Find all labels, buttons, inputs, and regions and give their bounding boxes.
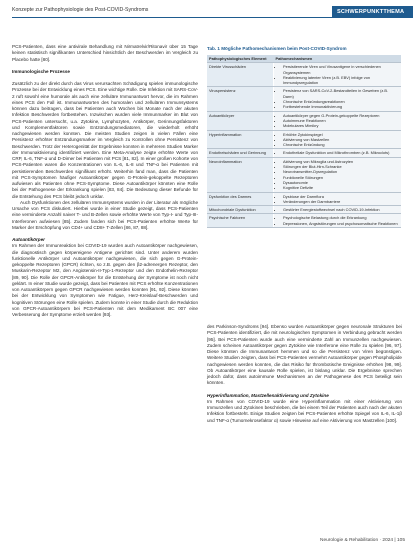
row-label: Mitochondriale Dysfunktion [207, 206, 274, 214]
table-row [207, 157, 401, 192]
row-label: Direkte Virusschäden [207, 63, 274, 87]
paragraph: des Parkinson-Syndroms [94]. Ebenso wurden Autoantikörper gegen neuronale Strukturen bei PCS-Patienten identifiziert, die mit neurologischen Symptomen in Verbindung gebracht werden [95]. Bei PCS-Patienten wurde auch eine verminderte Zahl an Immunzellen nachgewiesen. Zudem scheinen Autoantikörper gegen Zytokine wie Interferone eine Rolle zu spielen [96, 97]. Diese könnten die Immunantwort hemmen und so die Persistenz von Viren begünstigen. Weitere Studien zeigten, dass bei PCS-Patienten vermehrt Autoantikörper gegen Phospholipide nachgewiesen werden konnten, die das Risiko für thrombotische Ereignisse erhöhen [98, 99]. Ob Autoantikörper eine kausale Rolle spielen, ist bislang unklar. Die Ergebnisse sprechen jedoch dafür, dass autoimmune Mechanismen an der Pathogenese des PCS beteiligt sein könnten. [207, 324, 402, 386]
table-row [207, 63, 401, 87]
table-row [207, 149, 401, 157]
list-item: • Neurotransmitter-Dysregulation [283, 169, 399, 174]
list-item: • Funktionelle Störungen [283, 175, 399, 180]
mechanism-list [276, 113, 399, 129]
paragraph: PCS-Patienten, dass eine antivirale Behandlung mit Nirmatrelvir/Ritonavir über 15 Tage keinen statistisch signifikanten Unterschied hinsichtlich der Beschwerden im Vergleich zu Placebo hatte [80]. [12, 44, 198, 62]
table-row [207, 214, 401, 228]
row-label: Neuroinflammation [207, 157, 274, 192]
section-heading: Immunologische Prozesse [12, 68, 70, 74]
mechanism-list [276, 150, 399, 155]
page-footer: Neurologie & Rehabilitation · 2024 | 105 [320, 538, 405, 543]
list-item: • Dysautonomie [283, 180, 399, 185]
list-item: • Chronische Entzündungsreaktionen [283, 99, 399, 104]
row-mechanisms [274, 157, 402, 192]
list-item: • Aktivierung von Mikroglia und Astrozyten [283, 159, 399, 164]
column-header: Pathophysiologisches Element [207, 55, 274, 63]
paragraph: Zusätzlich zu der direkt durch das Virus verursachten Schädigung spielen immunologische Prozesse bei der Entwicklung eines PCS. Eine wichtige Rolle. Die Infektion mit SARS-CoV-2 ruft sowohl eine humorale als auch eine zelluläre Immunantwort hervor, die im Rahmen eines PCS den Fall ist. Immunantworten des humoralen und zellulären Immunsystems können dazu beitragen, dass bei Patienten auch Wochen bis Monate nach der akuten Infektion Beschwerden fortbestehen. Inzwischen wurden viele Immunmarker im Blut von PCS-Patienten untersucht, u.a. Zytokine, Lymphozyten, Antikörper, Gerinnungsfaktoren und Komplementfaktoren sowie Entzündungsmediatoren, die wiederholt erhöht nachgewiesen werden konnten. Die meisten Studien zeigen in vielen Fällen eine Persistenz erhöhter Entzündungsmarker im Vergleich zu Kontrollen ohne Persistenz von Beschwerden. Trotz der Heterogenität der Ergebnisse konnten in mehreren Studien Marker der Immunaktivierung identifiziert werden. Eine Meta-Analyse zeigte erhöhte Werte von CRP, IL-6, TNF-α und D-Dimer bei Patienten mit PCS [81, 82]. In einer großen Kohorte von PCS-Patienten waren die Konzentrationen von IL-6, IL-8 und TNF-α bei Patienten mit persistierenden Beschwerden signifikant erhöht. Weiterhin fand man, dass die Patienten mit PCS-Symptomen häufiger Autoantikörper gegen G-Protein-gekoppelte Rezeptoren aufwiesen als Patienten ohne PCS-Symptome. Diese Autoantikörper könnten eine Rolle bei der Pathogenese der Erkrankung spielen [83, 84]. Die Bedeutung dieser Befunde für die Entstehung des PCS bleibt jedoch unklar. [12, 81, 198, 199]
list-item: • Psychologische Belastung durch die Erkrankung [283, 215, 399, 220]
list-item: • Depressionen, Angststörungen und psychosomatische Reaktionen [283, 221, 399, 226]
column-header: Pathomechanismen [274, 55, 402, 63]
list-item: • Aktivierung von Mastzellen [283, 137, 399, 142]
table-row [207, 111, 401, 130]
subsection-heading: Autoantikörper [12, 237, 45, 242]
list-item: • Chronische Entzündung [283, 142, 399, 147]
paragraph: Im Rahmen von COVID-19 wurde eine Hyperinflammation mit einer Aktivierung von Immunzellen und Zytokinen beschrieben, die bei einem Teil der Patienten auch nach der akuten Infektion fortbesteht. Einige Studien zeigten bei PCS-Patienten erhöhte Spiegel von IL-6, IL-1β und TNF-α (Tumornekrosefaktor α) sowie Hinweise auf eine Aktivierung von Mastzellen [100]. [207, 398, 402, 423]
list-item: • Autoimmune Reaktionen [283, 118, 399, 123]
paragraph: Auch Dysfunktionen des zellulären Immunsystems wurden in der Literatur als mögliche Ursache von PCS diskutiert. Hierbei wurde in einer Studie gezeigt, dass PCS-Patienten eine verminderte Anzahl naiver T- und B-Zellen sowie erhöhte Werte von Typ-I- und Typ-III-Interferonen aufwiesen [85]. Zudem fanden sich bei PCS-Patienten erhöhte Werte für Marker der Erschöpfung von CD4+ und CD8+ T-Zellen [86, 87, 88]. [12, 199, 198, 230]
list-item: • Endotheliale Dysfunktion und Mikrothromben (z.B. Mikroclots) [283, 150, 399, 155]
running-header: Konzepte zur Pathophysiologie des Post-COVID-Syndroms [12, 7, 149, 13]
right-column [207, 324, 402, 424]
row-label: Autoantikörper [207, 111, 274, 130]
mechanism-list [276, 132, 399, 148]
list-item: • Molekulares Mimikry [283, 123, 399, 128]
list-item: • Veränderungen der Darmbarriere [283, 199, 399, 204]
table-row [207, 87, 401, 111]
row-mechanisms [274, 192, 402, 206]
row-label: Hyperinflammation [207, 130, 274, 149]
mechanism-list [276, 64, 399, 85]
row-label: Psychische Faktoren [207, 214, 274, 228]
mechanism-list [276, 159, 399, 191]
row-mechanisms [274, 214, 402, 228]
mechanism-list [276, 207, 399, 212]
list-item: • Erhöhte Zytokinspiegel [283, 132, 399, 137]
list-item: • Fortbestehende Immunaktivierung [283, 104, 399, 109]
list-item: • Kognitive Defizite [283, 185, 399, 190]
list-item: • Persistenz von SARS-CoV-2-Bestandteilen in Geweben (z.B. Darm) [283, 88, 399, 99]
mechanism-list [276, 194, 399, 205]
list-item: • Störungen der Blut-Hirn-Schranke [283, 164, 399, 169]
table-row [207, 130, 401, 149]
subsection-heading: Hyperinflammation, Mastzellenaktivierung und Zytokine [207, 392, 329, 398]
table-header-row [207, 55, 401, 63]
mechanism-list [276, 88, 399, 109]
row-mechanisms [274, 111, 402, 130]
row-mechanisms [274, 63, 402, 87]
list-item: • Persistierende Viren und Virusantigene in verschiedenen Organsystemen [283, 64, 399, 75]
row-mechanisms [274, 130, 402, 149]
section-tag: SCHWERPUNKTTHEMA [332, 6, 413, 18]
list-item: • Gestörter Energiestoffwechsel nach COVID-19-Infektion [283, 207, 399, 212]
list-item: • Dysbiose der Darmflora [283, 194, 399, 199]
row-label: Endothelschäden und Gerinnung [207, 149, 274, 157]
list-item: • Autoantikörper gegen G-Protein-gekoppelte Rezeptoren [283, 113, 399, 118]
row-label: Viruspersistenz [207, 87, 274, 111]
row-mechanisms [274, 87, 402, 111]
table-caption: Tab. 1 Mögliche Pathomechanismen beim Post-COVID-Syndrom [207, 46, 347, 51]
row-mechanisms [274, 149, 402, 157]
list-item: • Reaktivierung latenter Viren (z.B. EBV) infolge von Immundysregulation [283, 75, 399, 86]
paragraph: Im Rahmen der Immunreaktion bei COVID-19 wurden auch Autoantikörper nachgewiesen, die diagnostisch gegen körpereigene Antigene gerichtet sind. Unter anderem wurden funktionelle Antikörper und Autoantikörper nachgewiesen, die sich gegen G-Protein-gekoppelte Rezeptoren (GPCR) richten, so z.B. gegen den β2-adrenergen Rezeptor, den Muskarin-Rezeptor M2, den Angiotensin-II-Typ-1-Rezeptor und den Endothelin-Rezeptor [89, 90]. Die Rolle der GPCR-Antikörper für die Entstehung der Symptome ist noch nicht geklärt. In einer Studie wurde gezeigt, dass bei Patienten mit PCS erhöhte Konzentrationen von Autoantikörpern gegen GPCR nachgewiesen werden konnten [91, 92]. Diese könnten bei der Entwicklung von Symptomen wie Fatigue, Herz-Kreislauf-Beschwerden und kognitiven Störungen eine Rolle spielen. Zudem konnte in einer Studie durch die Reduktion von GPCR-Autoantikörpern bei PCS-Patienten mit dem Medikament BC 007 eine Verbesserung der Symptome erzielt werden [93]. [12, 243, 198, 317]
header-rule [12, 17, 332, 18]
left-column [12, 44, 198, 318]
row-mechanisms [274, 206, 402, 214]
pathomechanisms-table [207, 55, 401, 228]
mechanism-list [276, 215, 399, 226]
table-row [207, 206, 401, 214]
row-label: Dysfunktion des Darmes [207, 192, 274, 206]
table-row [207, 192, 401, 206]
